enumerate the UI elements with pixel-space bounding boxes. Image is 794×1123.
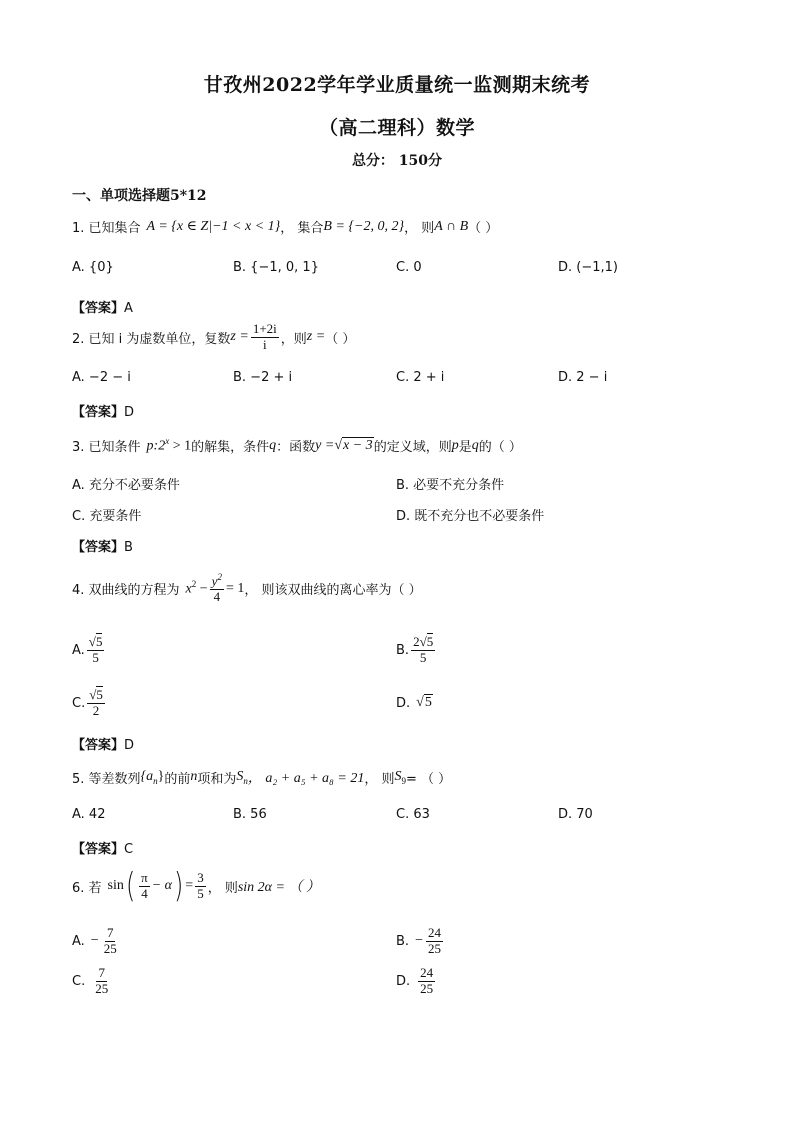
q3-y: y = [315, 437, 335, 453]
q1-option-d[interactable]: D. (−1,1) [558, 260, 618, 275]
q6-option-c-den: 25 [95, 980, 109, 996]
q4-option-c[interactable] [72, 688, 107, 719]
q4-numerator: $y^2$ [211, 572, 222, 589]
q4-answer [72, 734, 134, 753]
q6-pi-frac [139, 871, 150, 902]
q4-fraction [210, 572, 224, 605]
q6-sin2: sin 2α = （ ） [237, 880, 320, 895]
q5-seq [141, 769, 165, 786]
q5-seq-a: {a [140, 768, 154, 784]
answer-tag: 【答案】 [72, 405, 125, 420]
q3-mid4: 是 [458, 440, 472, 455]
q5-mid2: 项和为 [197, 771, 237, 787]
q3-option-a[interactable]: A. 充分不必要条件 [72, 478, 180, 493]
question-1 [72, 217, 498, 236]
q5-answer-value: C [124, 842, 134, 857]
q5-option-b[interactable]: B. 56 [233, 807, 267, 822]
q4-stem: 4. 双曲线的方程为 [72, 583, 180, 599]
q6-pi: π [141, 869, 148, 885]
q5-option-c[interactable]: C. 63 [396, 807, 430, 822]
q2-zbar: z = [306, 329, 326, 345]
question-6 [72, 866, 320, 906]
q3-stem: 3. 已知条件 [72, 440, 141, 455]
q5-seq-sub: n [153, 775, 158, 786]
q4-option-a[interactable] [72, 635, 106, 666]
answer-tag: 【答案】 [72, 301, 125, 316]
q5-mid3: ， 则 [364, 771, 395, 787]
q6-option-a[interactable] [72, 926, 121, 957]
q3-p2: p [451, 437, 459, 453]
q5-n: n [190, 769, 198, 784]
q3-p-tail: > 1 [169, 438, 192, 454]
q4-minus: − [196, 581, 208, 597]
q4-option-b-rad: 5 [426, 634, 434, 649]
q2-numerator: 1+2i [252, 321, 277, 336]
q6-option-b-neg: − [415, 933, 423, 949]
q2-answer [72, 401, 134, 420]
q3-radicand: x − 3 [343, 437, 373, 453]
q6-right-paren: ) [174, 866, 184, 906]
q1-option-c[interactable]: C. 0 [396, 260, 422, 275]
q4-tail: ， 则该双曲线的离心率为（ ） [244, 583, 422, 599]
total-score: 总分： 150分 [351, 153, 443, 169]
q4-option-d-label: D. [396, 695, 411, 711]
q5-tail: = （ ） [406, 771, 452, 787]
q5-mid1: 的前 [164, 771, 191, 787]
q4-eq: = 1 [225, 580, 245, 596]
q1-answer [72, 297, 133, 316]
q3-q2: q [471, 437, 479, 453]
q6-eq: = [185, 878, 194, 893]
q5-stem: 5. 等差数列 [72, 771, 141, 787]
question-2 [72, 322, 355, 353]
q6-option-c-label: C. [72, 973, 86, 989]
q3-mid3: 的定义域，则 [373, 440, 452, 455]
q6-option-a-frac [102, 926, 119, 957]
q2-paren: （ ） [325, 331, 356, 347]
q6-option-d-frac [418, 966, 435, 997]
q2-answer-value: D [124, 405, 135, 420]
q3-q: q [269, 437, 277, 453]
section-heading: 一、单项选择题5*12 [72, 188, 207, 204]
q4-option-b-num: 2√5 [413, 634, 434, 649]
q2-tail: ，则 [280, 331, 307, 347]
answer-tag: 【答案】 [72, 738, 125, 753]
q4-answer-value: D [124, 738, 135, 753]
q6-option-d-den: 25 [420, 980, 434, 996]
q3-p-cond [147, 436, 192, 455]
q6-option-b-den: 25 [427, 940, 441, 956]
q6-option-c[interactable] [72, 966, 112, 997]
q6-sin: sin [107, 878, 124, 893]
q5-option-a[interactable]: A. 42 [72, 807, 106, 822]
q5-s: S [236, 768, 244, 784]
q5-s9-sub: 9 [401, 775, 407, 786]
q3-option-d[interactable]: D. 既不充分也不必要条件 [396, 509, 545, 524]
q2-denominator: i [262, 336, 267, 352]
q4-x2: $x^2$ − [185, 579, 208, 597]
answer-tag: 【答案】 [72, 842, 125, 857]
q5-s9-s: S [394, 768, 402, 784]
q5-option-d[interactable]: D. 70 [558, 807, 593, 822]
q4-option-c-label: C. [72, 695, 86, 711]
q1-text2: ， 则 [404, 221, 435, 236]
q3-answer [72, 536, 133, 555]
q3-p: p:2 [146, 438, 166, 454]
q5-s-sub: n [243, 775, 248, 786]
q1-option-b[interactable]: B. {−1, 0, 1} [233, 260, 319, 275]
q2-fraction [251, 322, 279, 353]
q1-set-a: A = {x ∈ Z|−1 < x < 1} [146, 219, 281, 234]
q6-option-a-neg: − [90, 933, 99, 949]
q4-y: y [211, 573, 218, 589]
q6-option-b[interactable] [396, 926, 445, 957]
q6-option-d-num: 24 [420, 965, 434, 980]
q3-option-b[interactable]: B. 必要不充分条件 [396, 478, 505, 493]
q6-option-b-label: B. [396, 933, 410, 949]
page-title: 甘孜州2022学年学业质量统一监测期末统考 [203, 74, 591, 96]
q3-mid5: 的（ ） [478, 440, 522, 455]
q4-option-a-den: 5 [92, 649, 99, 665]
question-5 [72, 767, 451, 787]
q3-answer-value: B [124, 540, 133, 555]
q3-p-sup: x [165, 436, 170, 447]
q4-option-c-frac [87, 688, 105, 719]
q4-option-d-sqrt: √5 [416, 695, 432, 710]
q4-option-a-label: A. [72, 642, 85, 658]
question-4 [72, 572, 422, 605]
q4-option-a-frac [87, 635, 105, 666]
q6-option-b-num: 24 [427, 925, 441, 940]
q4-option-d-rad: 5 [424, 695, 432, 710]
q6-option-a-num: 7 [106, 925, 114, 940]
q3-mid2: ：函数 [276, 440, 316, 455]
page-subtitle: （高二理科）数学 [318, 117, 475, 139]
q5-answer [72, 838, 133, 857]
answer-tag: 【答案】 [72, 540, 125, 555]
q6-stem: 6. 若 [72, 880, 102, 896]
q2-z: z = [230, 329, 249, 345]
q4-option-c-num: √5 [89, 687, 103, 702]
q2-option-b[interactable]: B. −2 + i [233, 370, 293, 385]
q4-option-c-rad: 5 [96, 687, 103, 702]
q4-option-b-den: 5 [419, 649, 427, 665]
q4-x: x [185, 581, 192, 597]
q5-expr: ， a₂ + a₅ + a₈ = 21 [247, 771, 365, 786]
q6-option-d-label: D. [396, 973, 411, 989]
q1-text: ， 集合 [280, 221, 324, 236]
q4-option-a-rad: 5 [95, 634, 103, 649]
q6-option-a-label: A. [72, 933, 85, 949]
q5-seq-close: } [157, 768, 165, 784]
q4-option-b-label: B. [396, 642, 410, 658]
q3-sqrt: √x − 3 [334, 437, 373, 453]
question-3 [72, 436, 522, 455]
q5-s9 [395, 769, 407, 786]
q1-set-b: B = {−2, 0, 2} [323, 218, 405, 234]
q1-expr: A ∩ B [434, 218, 469, 234]
q6-option-b-frac [426, 926, 443, 957]
q6-value-frac [195, 871, 206, 902]
q4-option-d[interactable] [396, 695, 433, 711]
q4-option-b[interactable] [396, 635, 437, 666]
q4-option-b-frac [411, 635, 435, 666]
q6-option-a-den: 25 [103, 940, 117, 956]
q6-left-paren: ( [125, 866, 136, 906]
q6-four: 4 [141, 885, 148, 901]
q6-alpha: − α [151, 878, 173, 893]
q6-three: 3 [197, 869, 204, 885]
q4-option-a-num: √5 [88, 634, 103, 649]
q2-option-d[interactable]: D. 2 − i [558, 370, 608, 385]
q6-tail: ， 则 [207, 880, 238, 896]
q2-stem: 2. 已知 i 为虚数单位，复数 [72, 331, 231, 347]
q1-answer-value: A [124, 301, 133, 316]
q6-five: 5 [197, 885, 204, 901]
q1-option-a[interactable]: A. {0} [72, 260, 114, 275]
q6-option-c-num: 7 [98, 965, 105, 980]
q4-option-c-den: 2 [92, 702, 100, 718]
q4-option-b-coef: 2 [413, 634, 420, 649]
q2-option-a[interactable]: A. −2 − i [72, 370, 131, 385]
q2-option-c[interactable]: C. 2 + i [396, 370, 445, 385]
q1-stem: 1. 已知集合 [72, 221, 141, 236]
q1-paren: （ ） [468, 221, 499, 236]
q3-mid1: 的解集，条件 [191, 440, 270, 455]
q3-option-c[interactable]: C. 充要条件 [72, 509, 142, 524]
q6-option-d[interactable] [396, 966, 437, 997]
q4-denominator: 4 [213, 589, 221, 605]
q5-sn [236, 769, 248, 786]
q6-option-c-frac [93, 966, 110, 997]
